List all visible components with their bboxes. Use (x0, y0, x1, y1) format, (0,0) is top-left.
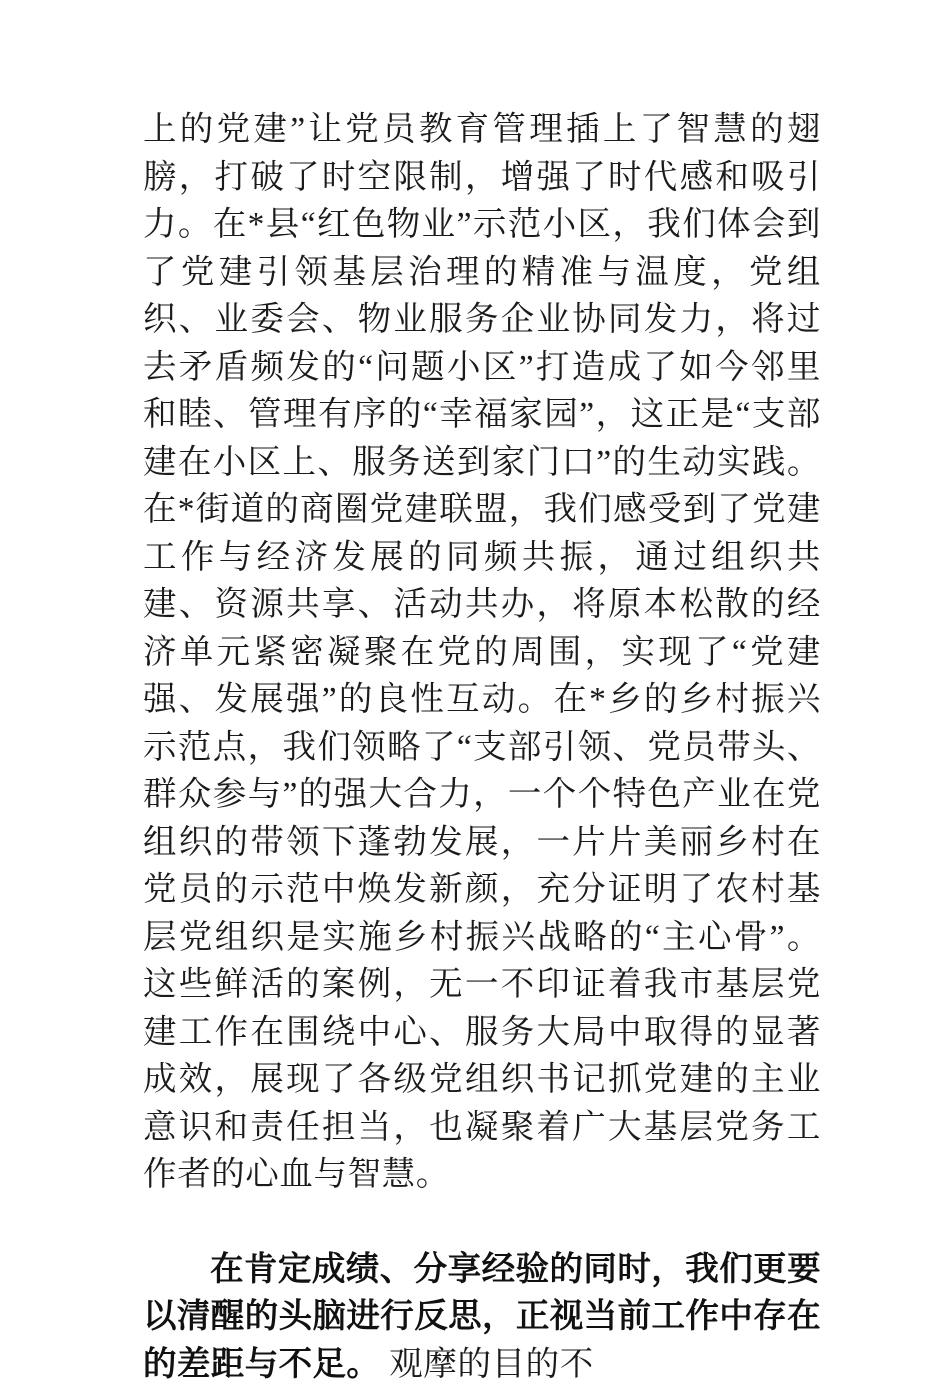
paragraph-emphasis-text: 在肯定成绩、分享经验的同时，我们更要以清醒的头脑进行反思，正视当前工作中存在的差距与不足。 (143, 1251, 821, 1383)
paragraph-emphasis (143, 1246, 821, 1388)
paragraph-body-continuation: 上的党建”让党员教育管理插上了智慧的翅膀，打破了时空限制，增强了时代感和吸引力。在*县“红色物业”示范小区，我们体会到了党建引领基层治理的精准与温度，党组织、业委会、物业服务企业协同发力，将过去矛盾频发的“问题小区”打造成了如今邻里和睦、管理有序的“幸福家园”，这正是“支部建在小区上、服务送到家门口”的生动实践。在*街道的商圈党建联盟，我们感受到了党建工作与经济发展的同频共振，通过组织共建、资源共享、活动共办，将原本松散的经济单元紧密凝聚在党的周围，实现了“党建强、发展强”的良性互动。在*乡的乡村振兴示范点，我们领略了“支部引领、党员带头、群众参与”的强大合力，一个个特色产业在党组织的带领下蓬勃发展，一片片美丽乡村在党员的示范中焕发新颜，充分证明了农村基层党组织是实施乡村振兴战略的“主心骨”。这些鲜活的案例，无一不印证着我市基层党建工作在围绕中心、服务大局中取得的显著成效，展现了各级党组织书记抓党建的主业意识和责任担当，也凝聚着广大基层党务工作者的心血与智慧。 (143, 106, 821, 1199)
text-column (143, 106, 821, 1388)
paragraph-spacer (143, 1199, 821, 1246)
paragraph-emphasis-trailing-run: 观摩的目的不 (380, 1346, 594, 1383)
